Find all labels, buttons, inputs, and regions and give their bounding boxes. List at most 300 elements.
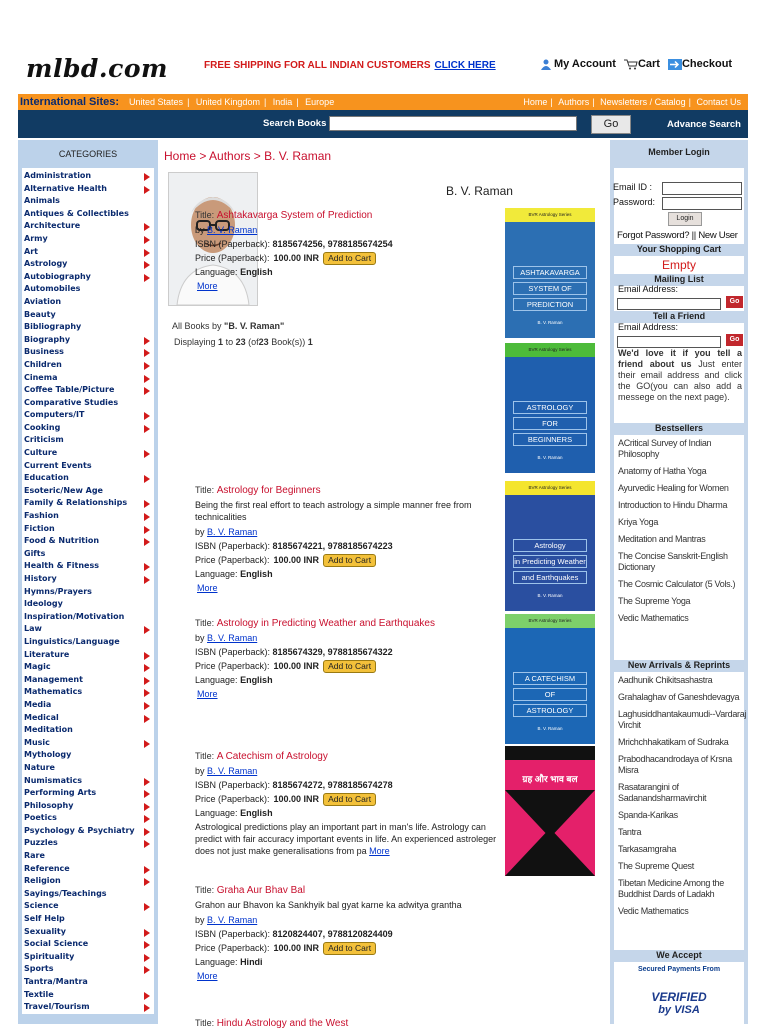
by-label: by <box>195 633 205 643</box>
bestseller-link[interactable]: The Concise Sanskrit-English Dictionary <box>618 551 728 572</box>
category-item[interactable]: Family & Relationships <box>22 497 154 510</box>
book-description-text: Astrological predictions play an important part in man's life. Astrology can predict with fair accuracy important events in life. An experienced astroleger does not just make generalisations from pa <box>195 822 497 856</box>
cover-series: BVR Astrology Series <box>528 618 572 623</box>
nav-contact[interactable]: Contact Us <box>696 97 741 107</box>
book-author-link[interactable]: B. V. Raman <box>207 225 258 235</box>
title-label: Title: <box>195 618 215 628</box>
nav-home[interactable]: Home <box>523 97 548 107</box>
cover-author: B. V. Raman <box>537 455 563 460</box>
site-logo[interactable]: mlbd.com <box>26 54 168 83</box>
cover-author: B. V. Raman <box>537 593 563 598</box>
cover-band <box>505 746 595 760</box>
cover-title-line: BEGINNERS <box>513 433 587 446</box>
cover-author: B. V. Raman <box>537 726 563 731</box>
cover-title: ग्रह और भाव बल <box>522 774 578 784</box>
cover-title-line: A CATECHISM <box>513 672 587 685</box>
price-label: Price (Paperback): <box>195 943 270 953</box>
category-item[interactable]: Nature <box>24 762 55 772</box>
language-label: Language: <box>195 675 238 685</box>
category-item[interactable]: Medical <box>22 712 154 725</box>
book-entry <box>195 883 505 983</box>
category-item[interactable]: Animals <box>24 196 60 206</box>
category-item[interactable]: Gifts <box>24 548 46 558</box>
book-isbn: 8185674256, 9788185674254 <box>272 239 393 249</box>
category-item[interactable]: Antiques & Collectibles <box>24 208 129 218</box>
category-item[interactable]: Business <box>22 346 154 359</box>
site-header <box>0 48 768 88</box>
bestseller-link[interactable]: Anatomy of Hatha Yoga <box>618 466 707 476</box>
new-arrival-link[interactable]: Vedic Mathematics <box>618 906 689 916</box>
author-name: B. V. Raman <box>446 184 513 198</box>
book-author-line <box>195 223 505 237</box>
more-link[interactable]: More <box>369 846 390 856</box>
category-item[interactable]: Inspiration/Motivation <box>24 611 125 621</box>
book-author-link[interactable]: B. V. Raman <box>207 633 258 643</box>
display-of-word: (of <box>248 337 259 347</box>
book-cover-image[interactable] <box>505 481 595 611</box>
site-link-us[interactable]: United States <box>129 97 184 107</box>
login-password-input[interactable] <box>662 197 742 210</box>
top-nav-links: Home | Authors | Newsletters / Catalog | Contact Us <box>523 97 741 107</box>
login-button[interactable]: Login <box>668 212 702 226</box>
password-label: Password: <box>613 197 656 207</box>
shipping-click-here-link[interactable]: CLICK HERE <box>434 60 496 71</box>
breadcrumb-current: B. V. Raman <box>264 149 332 163</box>
book-isbn-line <box>195 539 505 553</box>
book-entry <box>195 208 505 293</box>
book-author-line <box>195 913 505 927</box>
category-item[interactable]: Current Events <box>24 460 92 470</box>
book-language-line <box>195 567 505 581</box>
language-label: Language: <box>195 957 238 967</box>
bestseller-link[interactable]: The Cosmic Calculator (5 Vols.) <box>618 579 736 589</box>
search-books-label: Search Books <box>263 118 327 129</box>
cover-series: BVR Astrology Series <box>528 212 572 217</box>
tell-friend-text <box>618 348 742 403</box>
add-to-cart-button[interactable] <box>323 252 376 265</box>
book-author-link[interactable]: B. V. Raman <box>207 527 258 537</box>
book-author-link[interactable]: B. V. Raman <box>207 915 258 925</box>
book-isbn-line <box>195 645 505 659</box>
cover-title-line: ASTROLOGY <box>513 401 587 414</box>
site-link-europe[interactable]: Europe <box>305 97 335 107</box>
cover-title-line: ASHTAKAVARGA <box>513 266 587 279</box>
book-language: English <box>240 267 273 277</box>
book-title-link[interactable]: Hindu Astrology and the West <box>216 1018 349 1029</box>
category-item[interactable]: Coffee Table/Picture <box>22 384 154 397</box>
cover-title-line: FOR <box>513 417 587 430</box>
cover-title-line: ASTROLOGY <box>513 704 587 717</box>
isbn-label: ISBN (Paperback): <box>195 541 271 551</box>
category-item[interactable]: Food & Nutrition <box>22 535 154 548</box>
book-cover-image[interactable] <box>505 208 595 338</box>
more-link[interactable]: More <box>197 689 218 699</box>
category-item[interactable]: Sexuality <box>22 926 154 939</box>
new-arrival-link[interactable]: Tibetan Medicine Among the Buddhist Dards of Ladakh <box>618 878 724 899</box>
category-item[interactable]: Automobiles <box>24 284 81 294</box>
category-item[interactable]: Sports <box>22 963 154 976</box>
cover-hourglass <box>505 790 595 876</box>
my-account-link[interactable] <box>540 58 616 70</box>
category-item[interactable]: Poetics <box>22 812 154 825</box>
category-item[interactable]: Management <box>22 674 154 687</box>
category-item[interactable]: Aviation <box>24 296 62 306</box>
add-to-cart-label: Add to Cart <box>328 660 372 671</box>
category-item[interactable]: Travel/Tourism <box>22 1001 154 1014</box>
book-entry <box>195 483 505 595</box>
title-label: Title: <box>195 751 215 761</box>
book-title-link[interactable]: A Catechism of Astrology <box>216 751 328 762</box>
by-label: by <box>195 915 205 925</box>
by-visa-text: by VISA <box>658 1004 700 1016</box>
category-item[interactable]: Science <box>22 900 154 913</box>
language-label: Language: <box>195 808 238 818</box>
price-label: Price (Paperback): <box>195 794 270 804</box>
isbn-label: ISBN (Paperback): <box>195 780 271 790</box>
display-to-word: to <box>225 337 234 347</box>
all-books-heading <box>172 321 284 331</box>
book-language-line <box>195 265 505 279</box>
title-label: Title: <box>195 885 215 895</box>
category-item[interactable]: Sayings/Teachings <box>24 888 107 898</box>
book-language: English <box>240 675 273 685</box>
category-item[interactable]: Education <box>22 472 154 485</box>
new-arrival-link[interactable]: Aadhunik Chikitsashastra <box>618 675 713 685</box>
category-item[interactable]: Music <box>22 737 154 750</box>
bestsellers-title: Bestsellers <box>610 423 748 435</box>
new-arrival-link[interactable]: Prabodhacandrodaya of Krsna Misra <box>618 754 732 775</box>
category-item[interactable]: Law <box>22 623 154 636</box>
book-language-line <box>195 673 505 687</box>
book-title-link[interactable]: Ashtakavarga System of Prediction <box>216 210 373 221</box>
shopping-cart-title: Your Shopping Cart <box>610 244 748 256</box>
tell-friend-title: Tell a Friend <box>610 311 748 323</box>
shipping-text: FREE SHIPPING FOR ALL INDIAN CUSTOMERS <box>204 60 431 71</box>
category-item[interactable]: Tantra/Mantra <box>24 977 88 986</box>
price-label: Price (Paperback): <box>195 253 270 263</box>
book-price-line <box>195 659 505 673</box>
new-arrival-link[interactable]: Mrichchhakatikam of Sudraka <box>618 737 729 747</box>
new-arrival-link[interactable]: Grahalaghav of Ganeshdevagya <box>618 692 740 702</box>
category-item[interactable]: Cooking <box>22 422 154 435</box>
international-sites-label: International Sites: <box>20 96 120 108</box>
international-sites-bar <box>18 94 748 110</box>
book-isbn: 8120824407, 9788120824409 <box>272 929 393 939</box>
category-item[interactable]: Hymns/Prayers <box>24 586 92 596</box>
more-link[interactable]: More <box>197 281 218 291</box>
add-to-cart-button[interactable] <box>323 793 376 806</box>
book-language: Hindi <box>240 957 263 967</box>
isbn-label: ISBN (Paperback): <box>195 929 271 939</box>
more-link[interactable]: More <box>197 971 218 981</box>
tell-friend-bold: We'd love it if you tell a friend about us <box>618 348 742 369</box>
category-item[interactable]: Numismatics <box>22 775 154 788</box>
new-arrival-link[interactable]: The Supreme Quest <box>618 861 694 871</box>
categories-title: CATEGORIES <box>58 149 118 159</box>
by-label: by <box>195 225 205 235</box>
category-item[interactable]: Alternative Health <box>22 183 154 196</box>
book-cover-image[interactable] <box>505 343 595 473</box>
display-prefix: Displaying <box>174 337 216 347</box>
new-arrival-link[interactable]: Tantra <box>618 827 642 837</box>
nav-newsletters[interactable]: Newsletters / Catalog <box>600 97 686 107</box>
book-author-line <box>195 764 505 778</box>
mailing-email-label: Email Address: <box>618 284 679 294</box>
all-books-prefix: All Books by <box>172 321 222 331</box>
bestseller-link[interactable]: ACritical Survey of Indian Philosophy <box>618 438 712 459</box>
mailing-email-input[interactable] <box>617 298 721 310</box>
category-item[interactable]: Administration <box>22 170 154 183</box>
price-label: Price (Paperback): <box>195 661 270 671</box>
site-link-uk[interactable]: United Kingdom <box>195 97 260 107</box>
my-account-label: My Account <box>554 58 616 70</box>
category-item[interactable]: Magic <box>22 661 154 674</box>
verified-by-visa-logo <box>644 990 714 1016</box>
right-sidebar <box>610 140 748 1024</box>
book-isbn: 8185674221, 9788185674223 <box>272 541 393 551</box>
book-title-line <box>195 883 505 898</box>
book-cover-image[interactable] <box>505 614 595 744</box>
breadcrumb <box>164 149 331 163</box>
breadcrumb-authors[interactable]: Authors <box>209 149 251 163</box>
category-list <box>22 168 154 1014</box>
site-link-india[interactable]: India <box>272 97 293 107</box>
cover-title-line: SYSTEM OF <box>513 282 587 295</box>
search-bar <box>18 110 748 138</box>
mailing-list-title: Mailing List <box>610 274 748 286</box>
book-price: 100.00 INR <box>273 661 320 671</box>
new-user-link[interactable]: New User <box>698 230 738 241</box>
cover-title-line: Astrology <box>513 539 587 552</box>
bestseller-link[interactable]: Kriya Yoga <box>618 517 659 527</box>
book-isbn-line <box>195 927 505 941</box>
category-item[interactable]: Beauty <box>24 309 56 319</box>
category-item[interactable]: Cinema <box>22 372 154 385</box>
category-item[interactable]: Culture <box>22 447 154 460</box>
book-title-line <box>195 616 505 631</box>
site-links: United States | United Kingdom | India | Europe <box>129 97 335 107</box>
cover-title-line: OF <box>513 688 587 701</box>
display-total: 23 <box>258 337 269 347</box>
book-title-line <box>195 749 505 764</box>
category-item[interactable]: Biography <box>22 334 154 347</box>
sidebar-panel <box>613 168 747 1024</box>
category-item[interactable]: Textile <box>22 989 154 1002</box>
category-item[interactable]: Comparative Studies <box>24 397 119 407</box>
bestseller-link[interactable]: Vedic Mathematics <box>618 613 689 623</box>
friend-email-label: Email Address: <box>618 322 679 332</box>
book-title-link[interactable]: Astrology in Predicting Weather and Earthquakes <box>216 618 435 629</box>
category-item[interactable]: Fiction <box>22 523 154 536</box>
book-cover-image[interactable] <box>505 746 595 876</box>
forgot-password-link[interactable]: Forgot Password? <box>617 230 690 241</box>
display-count <box>174 337 313 347</box>
we-accept-title: We Accept <box>610 950 748 962</box>
mailing-go-button[interactable]: Go <box>726 296 743 308</box>
book-isbn: 8185674329, 9788185674322 <box>272 647 393 657</box>
language-label: Language: <box>195 267 238 277</box>
book-title-line <box>195 483 505 498</box>
verified-text: VERIFIED <box>651 990 707 1004</box>
account-help-links: Forgot Password? || New User <box>617 230 738 241</box>
book-title-link[interactable]: Graha Aur Bhav Bal <box>216 885 306 896</box>
cover-series: BVR Astrology Series <box>528 347 572 352</box>
book-isbn-line <box>195 237 505 251</box>
price-label: Price (Paperback): <box>195 555 270 565</box>
category-item[interactable]: Puzzles <box>22 837 154 850</box>
display-from: 1 <box>218 337 224 347</box>
advance-search-link[interactable]: Advance Search <box>667 119 741 130</box>
book-price: 100.00 INR <box>273 253 320 263</box>
isbn-label: ISBN (Paperback): <box>195 647 271 657</box>
add-to-cart-button[interactable] <box>323 554 376 567</box>
book-entry <box>195 616 505 701</box>
book-price: 100.00 INR <box>273 943 320 953</box>
new-arrivals-list <box>618 675 748 923</box>
category-item[interactable]: Ideology <box>24 599 63 609</box>
display-suffix: Book(s)) <box>271 337 306 347</box>
category-item[interactable]: Criticism <box>24 435 64 445</box>
friend-email-input[interactable] <box>617 336 721 348</box>
add-to-cart-label: Add to Cart <box>328 793 372 804</box>
search-go-button[interactable]: Go <box>591 115 631 134</box>
main-content <box>163 140 603 1029</box>
new-arrivals-title: New Arrivals & Reprints <box>610 660 748 672</box>
book-isbn: 8185674272, 9788185674278 <box>272 780 393 790</box>
new-arrival-link[interactable]: Spanda-Karikas <box>618 810 678 820</box>
bestseller-link[interactable]: Introduction to Hindu Dharma <box>618 500 728 510</box>
add-to-cart-button[interactable] <box>323 660 376 673</box>
book-description <box>195 821 505 857</box>
book-description: Being the first real effort to teach astrology a simple manner free from technicalities <box>195 500 472 522</box>
category-item[interactable]: Autobiography <box>22 271 154 284</box>
book-title-line <box>195 208 505 223</box>
book-language: English <box>240 808 273 818</box>
category-item[interactable]: Psychology & Psychiatry <box>22 825 154 838</box>
more-link[interactable]: More <box>197 583 218 593</box>
book-author-line <box>195 525 505 539</box>
category-item[interactable]: Religion <box>22 875 154 888</box>
secured-payments-text: Secured Payments From <box>637 966 721 973</box>
add-to-cart-label: Add to Cart <box>328 554 372 565</box>
category-item[interactable]: Bibliography <box>24 322 82 332</box>
book-author-link[interactable]: B. V. Raman <box>207 766 258 776</box>
category-item[interactable]: Philosophy <box>22 800 154 813</box>
nav-authors[interactable]: Authors <box>558 97 590 107</box>
category-item[interactable]: Performing Arts <box>22 787 154 800</box>
login-email-input[interactable] <box>662 182 742 195</box>
cart-icon <box>624 59 636 70</box>
bestseller-link[interactable]: Ayurvedic Healing for Women <box>618 483 729 493</box>
category-item[interactable]: Art <box>22 246 154 259</box>
cart-link[interactable] <box>624 58 660 70</box>
book-price-line <box>195 251 505 265</box>
friend-go-button[interactable]: Go <box>726 334 743 346</box>
add-to-cart-label: Add to Cart <box>328 252 372 263</box>
book-price: 100.00 INR <box>273 555 320 565</box>
add-to-cart-button[interactable] <box>323 942 376 955</box>
category-item[interactable]: Mythology <box>24 750 72 760</box>
all-books-author: "B. V. Raman" <box>224 321 285 331</box>
book-language: English <box>240 569 273 579</box>
book-price-line <box>195 941 505 955</box>
account-links <box>540 58 732 70</box>
book-title-link[interactable]: Astrology for Beginners <box>216 485 321 496</box>
bestseller-link[interactable]: Meditation and Mantras <box>618 534 706 544</box>
category-item[interactable]: Astrology <box>22 258 154 271</box>
category-item[interactable]: Children <box>22 359 154 372</box>
breadcrumb-home[interactable]: Home <box>164 149 197 163</box>
cover-title-line: PREDICTION <box>513 298 587 311</box>
book-entry <box>195 749 505 859</box>
category-item[interactable]: Spirituality <box>22 951 154 964</box>
search-input[interactable] <box>329 116 577 131</box>
bestsellers-list <box>618 438 748 630</box>
title-label: Title: <box>195 210 215 220</box>
category-item[interactable]: Computers/IT <box>22 409 154 422</box>
category-item[interactable]: Meditation <box>24 725 73 735</box>
email-id-label: Email ID : <box>613 182 653 192</box>
category-item[interactable]: Esoteric/New Age <box>24 485 103 495</box>
category-item[interactable]: Reference <box>22 863 154 876</box>
display-to: 23 <box>235 337 246 347</box>
isbn-label: ISBN (Paperback): <box>195 239 271 249</box>
book-language-line <box>195 806 505 820</box>
category-item[interactable]: History <box>22 573 154 586</box>
book-author-line <box>195 631 505 645</box>
cart-status: Empty <box>661 258 696 272</box>
category-item[interactable]: Literature <box>22 649 154 662</box>
checkout-link[interactable] <box>668 58 732 70</box>
checkout-label: Checkout <box>681 58 733 70</box>
breadcrumb-separator: > <box>199 149 207 163</box>
cover-author: B. V. Raman <box>537 320 563 325</box>
category-item[interactable]: Fashion <box>22 510 154 523</box>
cover-title-line: in Predicting Weather <box>514 557 586 566</box>
category-item[interactable]: Social Science <box>22 938 154 951</box>
category-item[interactable]: Army <box>22 233 154 246</box>
tell-friend-body: Just enter their email address and click the GO(you can also add a messege on the next page). <box>618 359 742 402</box>
category-item[interactable]: Architecture <box>22 220 154 233</box>
category-item[interactable]: Self Help <box>24 914 65 924</box>
book-isbn-line <box>195 778 505 792</box>
book-price-line <box>195 553 505 567</box>
book-description: Grahon aur Bhavon ka Sankhyik bal gyat karne ka adwitya grantha <box>195 900 462 910</box>
cart-label: Cart <box>637 58 660 70</box>
category-item[interactable]: Linguistics/Language <box>24 636 120 646</box>
category-item[interactable]: Health & Fitness <box>22 560 154 573</box>
title-label: Title: <box>195 485 215 495</box>
book-price-line <box>195 792 505 806</box>
category-item[interactable]: Rare <box>24 851 45 861</box>
categories-sidebar <box>18 140 158 1024</box>
title-label: Title: <box>195 1018 215 1028</box>
cover-title-line: and Earthquakes <box>513 571 587 584</box>
by-label: by <box>195 766 205 776</box>
cover-series: BVR Astrology Series <box>528 485 572 490</box>
new-arrival-link[interactable]: Laghusiddhantakaumudi--Vardaraj Virchit <box>618 709 747 730</box>
book-price: 100.00 INR <box>273 794 320 804</box>
category-item[interactable]: Mathematics <box>22 686 154 699</box>
by-label: by <box>195 527 205 537</box>
book-language-line <box>195 955 505 969</box>
category-item[interactable]: Media <box>22 699 154 712</box>
new-arrival-link[interactable]: Rasatarangini of Sadanandsharmavirchit <box>618 782 707 803</box>
new-arrival-link[interactable]: Tarkasamgraha <box>618 844 677 854</box>
bestseller-link[interactable]: The Supreme Yoga <box>618 596 691 606</box>
language-label: Language: <box>195 569 238 579</box>
shipping-banner <box>204 60 496 71</box>
